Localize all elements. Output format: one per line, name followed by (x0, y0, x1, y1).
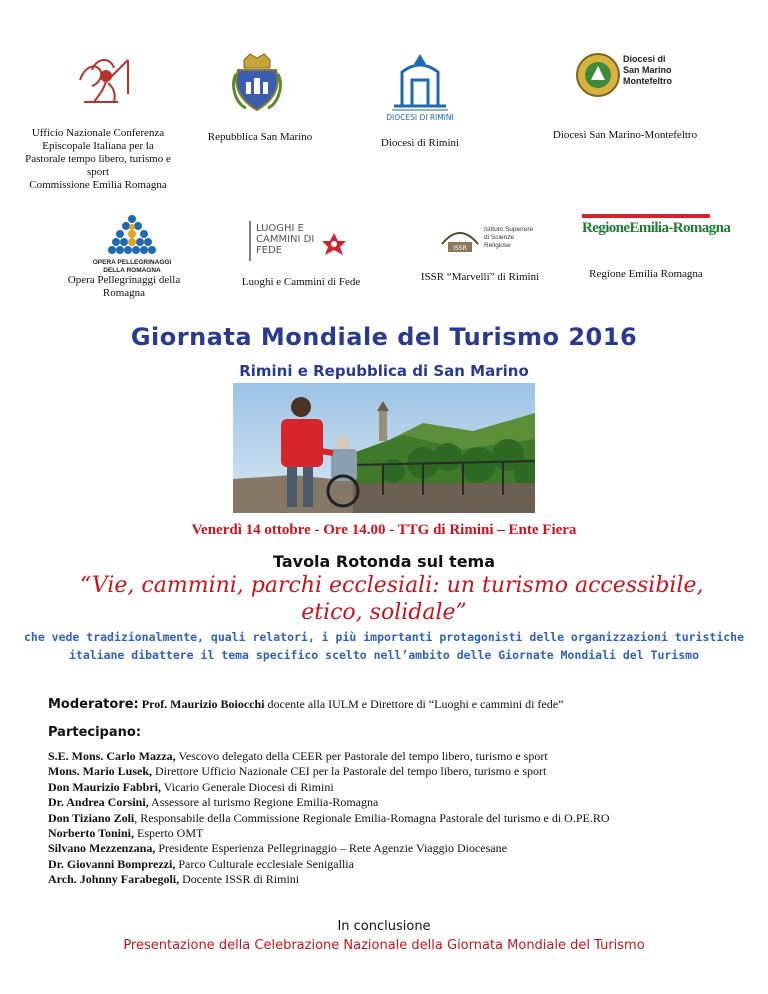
description-line-2: italiane dibattere il tema specifico scelto nell’ambito delle Giornate Mondiali del Turismo (68, 648, 700, 662)
svg-text:ISSR: ISSR (453, 245, 467, 252)
participant-row (48, 857, 610, 872)
participants-list (48, 749, 610, 888)
logo-caption-rimini: Diocesi di Rimini (380, 137, 460, 149)
participant-name: Don Maurizio Fabbri, (48, 779, 161, 794)
logo-caption-uncei: Ufficio Nazionale Conferenza Episcopale Italiana per la Pastorale tempo libero, turismo e sport Commissione Emilia Romagna (25, 127, 171, 191)
logo-caption-rsm: Repubblica San Marino (207, 131, 313, 143)
event-photo (233, 383, 535, 513)
moderator-name: Prof. Maurizio Boiocchi (141, 697, 265, 711)
luoghi-logo-lettering: LUOGHI E CAMMINI DI FEDE (256, 223, 315, 256)
logo-caption-smm: Diocesi San Marino-Montefeltro (552, 129, 698, 141)
conclusion-text: Presentazione della Celebrazione Nazionale della Giornata Mondiale del Turismo (123, 938, 645, 953)
luoghi-logo (248, 217, 358, 265)
participant-row (48, 749, 610, 764)
issr-logo-lettering: Istituto Superiore di Scienze Religiose (484, 226, 534, 249)
participant-name: S.E. Mons. Carlo Mazza, (48, 749, 176, 763)
participant-role: Vescovo delegato della CEER per Pastorale del tempo libero, turismo e sport (175, 749, 548, 763)
diocesi-san-marino-seal-icon (575, 52, 621, 98)
smm-logo (575, 52, 675, 98)
participants-heading: Partecipano: (48, 725, 142, 740)
rimini-logo-lettering: DIOCESI DI RIMINI (386, 113, 454, 122)
round-table-heading: Tavola Rotonda sul tema (272, 552, 496, 571)
participant-name: Silvano Mezzenzana, (48, 841, 156, 856)
participant-name: Norberto Tonini, (48, 826, 135, 841)
issr-logo (438, 222, 538, 262)
opera-pellegrinaggi-logo-icon (92, 212, 172, 258)
participant-role: Esperto OMT (134, 826, 204, 841)
page-subtitle: Rimini e Repubblica di San Marino (239, 362, 529, 380)
participant-row (48, 764, 610, 779)
participant-name: Don Tiziano Zoli (48, 810, 135, 825)
page-title: Giornata Mondiale del Turismo 2016 (130, 323, 638, 351)
logo-caption-opera: Opera Pellegrinaggi della Romagna (67, 274, 181, 299)
regione-logo (582, 214, 731, 250)
opera-logo-lettering: OPERA PELLEGRINAGGI DELLA ROMAGNA (92, 259, 172, 274)
regione-logo-bar (582, 214, 710, 218)
regione-logo-lettering: RegioneEmilia-Romagna (582, 220, 731, 236)
participant-role: , Responsabile della Commissione Regionale Emilia-Romagna Pastorale del turismo e di O.PE.RO (134, 810, 610, 825)
participant-name: Arch. Johnny Farabegoli, (48, 872, 180, 887)
smm-logo-lettering: Diocesi di San Marino Montefeltro (623, 54, 672, 86)
description-line-1: che vede tradizionalmente, quali relatori, i più importanti protagonisti delle organizzazioni turistiche (23, 630, 745, 644)
participant-row (48, 780, 610, 795)
moderator-role: docente alla IULM e Direttore di “Luoghi e cammini di fede” (264, 697, 564, 711)
rsm-logo (232, 52, 282, 114)
uncei-logo (70, 50, 132, 110)
theme-line-2: etico, solidale” (301, 600, 467, 625)
angel-fisher-logo-icon (70, 50, 132, 110)
round-table-theme (80, 572, 704, 626)
san-marino-coat-of-arms-icon (232, 52, 282, 114)
participant-role: Direttore Ufficio Nazionale CEI per la Pastorale del tempo libero, turismo e sport (152, 764, 547, 779)
moderator-label: Moderatore: (48, 697, 139, 712)
participant-row (48, 795, 610, 810)
moderator-line (48, 697, 563, 712)
theme-line-1: “Vie, cammini, parchi ecclesiali: un turismo accessibile, (80, 573, 704, 598)
caregiver-wheelchair-photo (233, 383, 535, 513)
issr-marvelli-logo-icon (438, 222, 482, 262)
logo-caption-luoghi: Luoghi e Cammini di Fede (241, 276, 361, 288)
participant-name: Dr. Giovanni Bomprezzi, (48, 856, 176, 871)
conclusion-label: In conclusione (337, 919, 431, 934)
event-date-line: Venerdì 14 ottobre - Ore 14.00 - TTG di Rimini – Ente Fiera (191, 522, 577, 538)
participant-row (48, 826, 610, 841)
event-description (20, 628, 748, 664)
participant-row (48, 841, 610, 856)
participant-role: Presidente Esperienza Pellegrinaggio – Rete Agenzie Viaggio Diocesane (155, 841, 507, 856)
participant-name: Mons. Mario Lusek, (48, 764, 153, 779)
participant-name: Dr. Andrea Corsini, (48, 795, 149, 810)
participant-role: Parco Culturale ecclesiale Senigallia (175, 856, 354, 871)
logo-caption-regione: Regione Emilia Romagna (589, 268, 703, 280)
participant-role: Assessore al turismo Regione Emilia-Romagna (148, 795, 379, 810)
logo-caption-issr: ISSR “Marvelli” di Rimini (420, 271, 540, 283)
participant-role: Docente ISSR di Rimini (179, 872, 300, 887)
participant-row (48, 872, 610, 887)
opera-logo (92, 212, 172, 274)
participant-role: Vicario Generale Diocesi di Rimini (161, 779, 334, 794)
participant-row (48, 811, 610, 826)
